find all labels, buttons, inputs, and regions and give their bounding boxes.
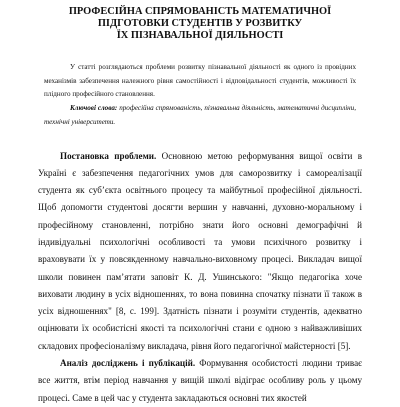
section-research-analysis (38, 355, 362, 407)
section-body: Основною метою реформування вищої освіти в Україні є забезпечення педагогічних умов для саморозвитку і самореалізації студента як суб’єкта освітнього процесу та майбутньої професійної діяльності. Щоб допомогти студентові досягти вершин у навчанні, духовно-моральному і професійному становленні, потрібно знати його основні демографічні й індивідуальні психологічні особливості та умови психічного розвитку і враховувати їх у повсякденному навчально-виховному процесі. Викладач вищої школи повинен пам’ятати заповіт К. Д. Ушинського: "Якщо педагогіка хоче виховати людину в усіх відношеннях, то вона повинна спочатку пізнати її також в усіх відношеннях" [8, с. 199]. Здатність пізнати і розуміти студентів, адекватно оцінювати їх особистісні якості та психологічні стани є одною з найважливіших складових професіоналізму викладача, рівня його педагогічної майстерності [5]. (38, 150, 363, 351)
keywords-label: Ключові слова: (70, 104, 118, 113)
abstract: У статті розглядаються проблеми розвитку пізнавальної діяльності як одного із провідних механізмів забезпечення належного рівня самостійності і відповідальності студентів, можливості їх плідного професійного становлення. (44, 63, 356, 99)
title-line-2: ПІДГОТОВКИ СТУДЕНТІВ У РОЗВИТКУ (97, 18, 303, 29)
title-line-3: ЇХ ПІЗНАВАЛЬНОЇ ДІЯЛЬНОСТІ (116, 30, 284, 41)
section-heading: Постановка проблеми. (60, 150, 157, 161)
section-problem-statement (38, 148, 362, 356)
section-body: Формування особистості людини триває все життя, втім період навчання у вищій школі відіграє особливу роль у цьому процесі. Саме в цей час у студента закладаються основні тих якостей (38, 358, 363, 403)
section-heading: Аналіз досліджень і публікацій. (60, 358, 196, 369)
keywords-text: професійна спрямованість, пізнавальна діяльність, математичні дисципліни, технічні університети. (44, 104, 356, 126)
title-line-1: ПРОФЕСІЙНА СПРЯМОВАНІСТЬ МАТЕМАТИЧНОЇ (68, 6, 332, 17)
keywords (38, 102, 362, 129)
article-title (38, 6, 362, 42)
